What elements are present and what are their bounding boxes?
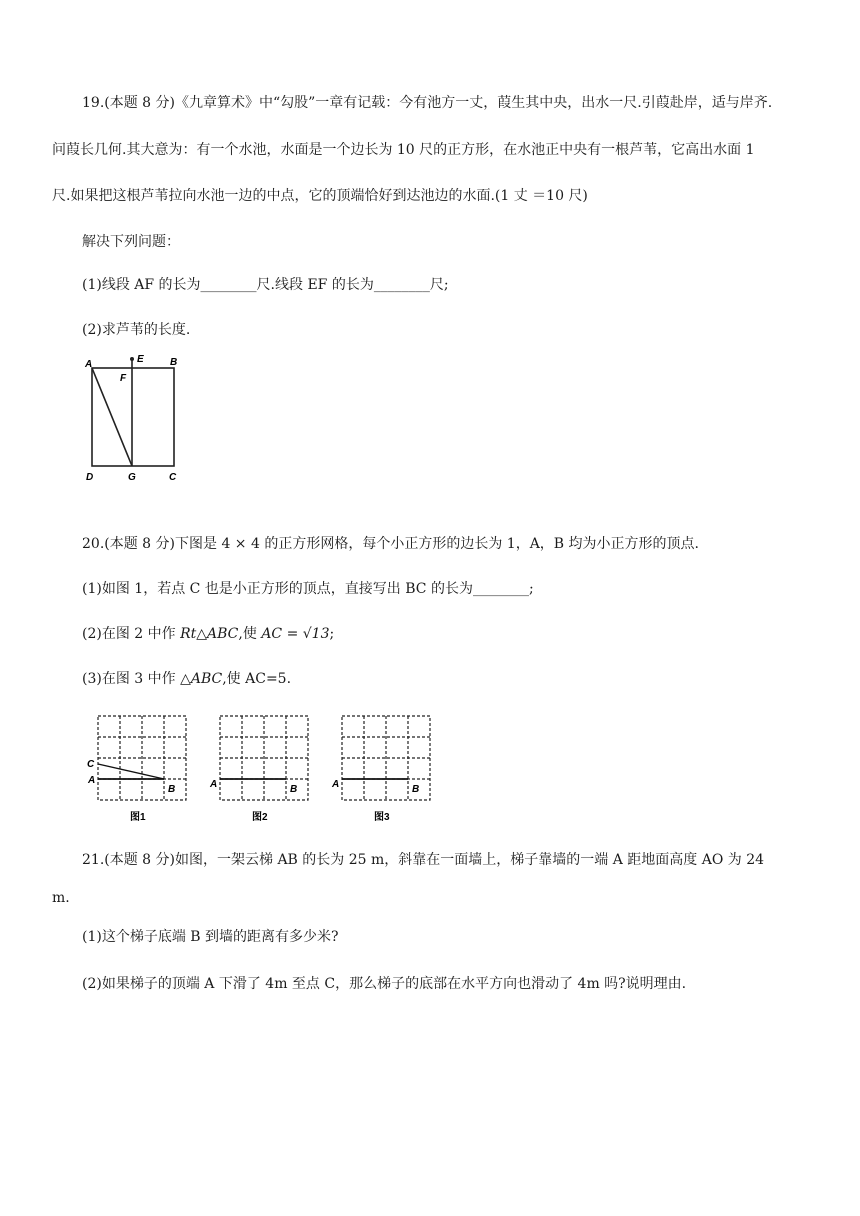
- label-A: A: [332, 779, 340, 790]
- q20-part3-prefix: (3)在图 3 中作: [82, 671, 176, 687]
- q19-line3: 尺.如果把这根芦苇拉向水池一边的中点，它的顶端恰好到达池边的水面.(1 丈 ＝10 尺): [52, 188, 588, 204]
- label-F: F: [120, 373, 127, 384]
- q19-part2: (2)求芦苇的长度.: [82, 322, 191, 338]
- label-B: B: [290, 784, 298, 795]
- caption-figure-2: 图2: [252, 812, 268, 823]
- q21-part2: (2)如果梯子的顶端 A 下滑了 4m 至点 C，那么梯子的底部在水平方向也滑动了 4m 吗?说明理由.: [82, 976, 687, 992]
- q20-part2-prefix: (2)在图 2 中作: [82, 626, 176, 642]
- q20-part3-end: ,使 AC=5.: [222, 671, 292, 687]
- q20-part2-end: ;: [329, 626, 335, 642]
- q20-line1: 20.(本题 8 分)下图是 4 × 4 的正方形网格，每个小正方形的边长为 1，A，B 均为小正方形的顶点.: [82, 536, 699, 552]
- grid-figure-1: [86, 712, 190, 824]
- q19-line2: 问葭长几何.其大意为：有一个水池，水面是一个边长为 10 尺的正方形，在水池正中央有一根芦苇，它高出水面 1: [52, 142, 755, 158]
- caption-figure-3: 图3: [374, 812, 390, 823]
- label-D: D: [86, 472, 94, 483]
- label-B: B: [412, 784, 420, 795]
- q20-part3-math: △ABC: [180, 671, 223, 687]
- grid-figure-2: [208, 712, 312, 824]
- q19-line1: 19.(本题 8 分)《九章算术》中“勾股”一章有记载：今有池方一丈，葭生其中央，出水一尺.引葭赴岸，适与岸齐.: [82, 95, 773, 111]
- q19-pond-figure: [82, 350, 192, 485]
- label-A: A: [85, 359, 93, 370]
- label-B: B: [168, 784, 176, 795]
- label-C: C: [87, 759, 95, 770]
- label-C: C: [169, 472, 177, 483]
- grid-figure-3: [330, 712, 434, 824]
- q20-part1: (1)如图 1，若点 C 也是小正方形的顶点，直接写出 BC 的长为________;: [82, 581, 534, 597]
- q21-line2: m.: [52, 890, 70, 906]
- label-E: E: [137, 354, 144, 365]
- q20-part2-math: Rt△ABC: [180, 626, 239, 642]
- pond-square: [92, 368, 174, 466]
- reed-top-dot: [130, 357, 134, 361]
- q19-part1: (1)线段 AF 的长为________尺.线段 EF 的长为________尺;: [82, 277, 449, 293]
- q20-part2: [82, 625, 334, 643]
- segment-CB: [98, 764, 164, 779]
- q20-part2-mid: ,使: [238, 626, 257, 642]
- q21-line1: 21.(本题 8 分)如图，一架云梯 AB 的长为 25 m，斜靠在一面墙上，梯子靠墙的一端 A 距地面高度 AO 为 24: [82, 852, 765, 868]
- label-A: A: [210, 779, 218, 790]
- q20-part2-equation: AC = √13: [261, 626, 330, 642]
- q19-line4: 解决下列问题：: [82, 234, 180, 250]
- label-B: B: [170, 357, 178, 368]
- q21-part1: (1)这个梯子底端 B 到墙的距离有多少米?: [82, 929, 339, 945]
- q20-part3: [82, 670, 291, 688]
- label-A: A: [88, 775, 96, 786]
- caption-figure-1: 图1: [130, 812, 146, 823]
- label-G: G: [128, 472, 136, 483]
